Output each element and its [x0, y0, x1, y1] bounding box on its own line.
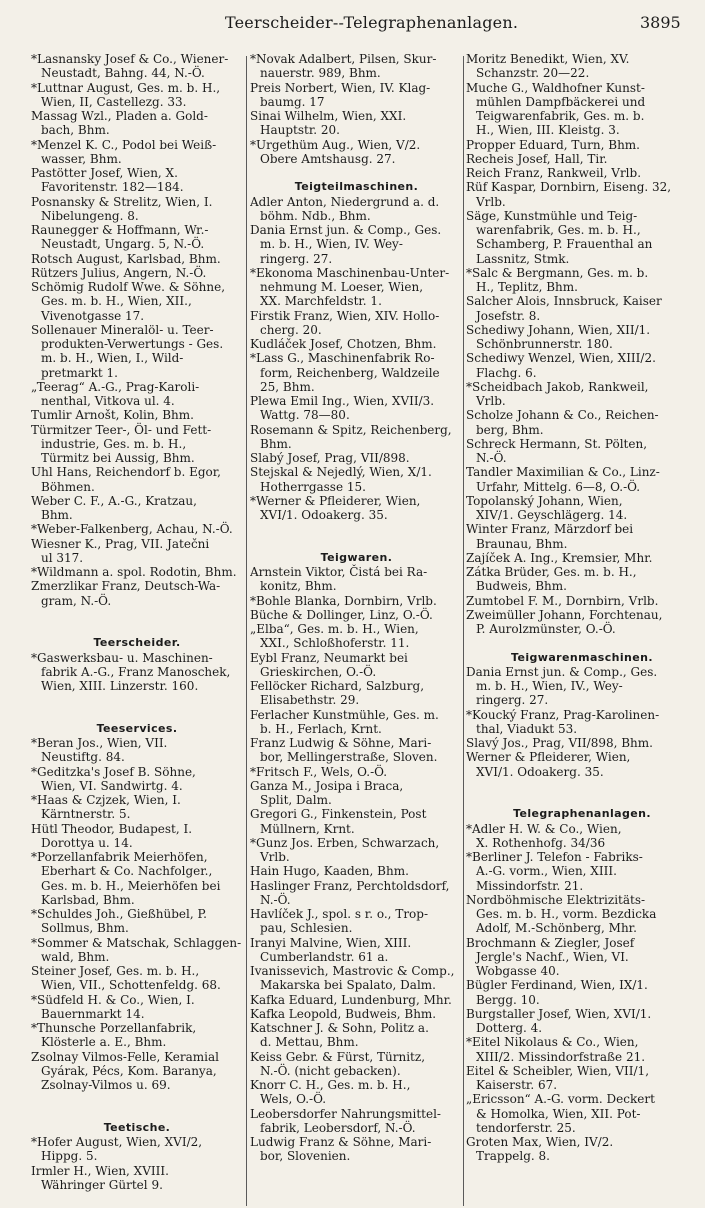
- entry-continuation-line: Josefstr. 8.: [476, 308, 541, 323]
- entry-line: Arnstein Viktor, Čistá bei Ra-: [250, 565, 428, 579]
- section-heading: Teerscheider.: [93, 636, 181, 650]
- entry-line: *Hofer August, Wien, XVI/2,: [31, 1135, 203, 1149]
- entry-continuation-line: d. Mettau, Bhm.: [260, 1035, 359, 1050]
- entry-line: *Menzel K. C., Podol bei Weiß-: [31, 137, 217, 152]
- entry-line: *Wildmann a. spol. Rodotin, Bhm.: [31, 565, 237, 579]
- entry-continuation-line: Makarska bei Spalato, Dalm.: [260, 978, 436, 993]
- entry-continuation-line: Wien, XIII. Linzerstr. 160.: [41, 679, 199, 693]
- entry-continuation-line: Braunau, Bhm.: [476, 536, 568, 551]
- entry-line: Türmitzer Teer-, Öl- und Fett-: [31, 422, 212, 437]
- section-heading: Teigteilmaschinen.: [294, 180, 419, 194]
- entry-continuation-line: Karlsbad, Bhm.: [41, 892, 135, 907]
- entry-continuation-line: Wattg. 78—80.: [260, 408, 350, 423]
- entry-line: *Adler H. W. & Co., Wien,: [466, 821, 622, 836]
- entry-continuation-line: N.-Ö. (nicht gebacken).: [260, 1063, 401, 1078]
- entry-line: Franz Ludwig & Söhne, Mari-: [250, 736, 432, 750]
- entry-continuation-line: H., Teplitz, Bhm.: [476, 280, 578, 294]
- entry-continuation-line: Sollmus, Bhm.: [41, 921, 129, 936]
- entry-line: *Lass G., Maschinenfabrik Ro-: [250, 351, 435, 366]
- entry-continuation-line: thal, Viadukt 53.: [476, 721, 578, 736]
- spacer: [466, 779, 698, 793]
- entry-continuation-line: Vrlb.: [476, 194, 506, 209]
- section-heading: Teetische.: [103, 1120, 171, 1134]
- entry-line: „Teerag“ A.-G., Prag-Karoli-: [31, 379, 200, 394]
- entry-line: Rüf Kaspar, Dornbirn, Eiseng. 32,: [466, 180, 672, 195]
- entry-continuation-line: Wien, II, Castellezg. 33.: [41, 94, 187, 109]
- entry-line: Moritz Benedikt, Wien, XV.: [466, 52, 630, 66]
- entry-line: Pastötter Josef, Wien, X.: [31, 166, 178, 180]
- entry-line: Reich Franz, Rankweil, Vrlb.: [466, 166, 642, 180]
- entry-line: *Thunsche Porzellanfabrik,: [31, 1021, 197, 1035]
- entry-line: *Porzellanfabrik Meierhöfen,: [31, 850, 208, 864]
- entry-line: Plewa Emil Ing., Wien, XVII/3.: [250, 394, 435, 408]
- entry-line: *Gaswerksbau- u. Maschinen-: [31, 650, 213, 665]
- entry-continuation-line: XVI/1. Odoakerg. 35.: [476, 764, 604, 779]
- entry-continuation-line: Cumberlandstr. 61 a.: [260, 949, 389, 964]
- entry-line: Eitel & Scheibler, Wien, VII/1,: [466, 1063, 650, 1078]
- entry-continuation-line: Schanzstr. 20—22.: [476, 66, 590, 81]
- entry-line: Schreck Hermann, St. Pölten,: [466, 436, 648, 451]
- entry-continuation-line: Hotherrgasse 15.: [260, 479, 366, 494]
- entry-line: Keiss Gebr. & Fürst, Türnitz,: [250, 1049, 426, 1064]
- entry-continuation-line: XVI/1. Odoakerg. 35.: [260, 508, 388, 522]
- entry-line: *Geditzka's Josef B. Söhne,: [31, 764, 196, 779]
- entry-continuation-line: Wien, VII., Schottenfeldg. 68.: [41, 978, 221, 993]
- entry-line: *Eitel Nikolaus & Co., Wien,: [466, 1035, 639, 1050]
- entry-line: Groten Max, Wien, IV/2.: [466, 1135, 614, 1149]
- entry-continuation-line: Vrlb.: [476, 394, 506, 408]
- entry-continuation-line: Bauernmarkt 14.: [41, 1006, 145, 1021]
- entry-line: *Beran Jos., Wien, VII.: [31, 736, 168, 750]
- entry-continuation-line: N.-Ö.: [476, 451, 507, 465]
- entry-line: *Luttnar August, Ges. m. b. H.,: [31, 80, 221, 95]
- entry-line: Kafka Eduard, Lundenburg, Mhr.: [250, 992, 452, 1007]
- entry-line: Slavý Jos., Prag, VII/898, Bhm.: [466, 736, 653, 750]
- entry-line: Zajíček A. Ing., Kremsier, Mhr.: [466, 550, 653, 565]
- entry-line: Rützers Julius, Angern, N.-Ö.: [31, 265, 207, 280]
- entry-continuation-line: Adolf, M.-Schönberg, Mhr.: [476, 921, 637, 936]
- entry-line: *Gunz Jos. Erben, Schwarzach,: [250, 835, 440, 850]
- entry-continuation-line: Teigwarenfabrik, Ges. m. b.: [476, 109, 645, 123]
- entry-line: Knorr C. H., Ges. m. b. H.,: [250, 1078, 411, 1092]
- entry-continuation-line: pretmarkt 1.: [41, 365, 118, 380]
- entry-continuation-line: Obere Amtshausg. 27.: [260, 151, 396, 166]
- entry-continuation-line: Bhm.: [41, 508, 73, 522]
- entry-continuation-line: Kaiserstr. 67.: [476, 1078, 558, 1092]
- entry-line: Muche G., Waldhofner Kunst-: [466, 80, 645, 95]
- entry-continuation-line: m. b. H., Wien, IV., Wey-: [476, 679, 623, 693]
- entry-line: *Südfeld H. & Co., Wien, I.: [31, 992, 195, 1007]
- section-heading: Telegraphenanlagen.: [513, 807, 651, 821]
- entry-line: Zsolnay Vilmos-Felle, Keramial: [31, 1049, 220, 1064]
- entry-line: Büche & Dollinger, Linz, O.-Ö.: [250, 607, 433, 622]
- entry-line: Firstik Franz, Wien, XIV. Hollo-: [250, 308, 440, 323]
- entry-line: Sinai Wilhelm, Wien, XXI.: [250, 109, 407, 123]
- entry-line: Zmerzlikar Franz, Deutsch-Wa-: [31, 579, 221, 594]
- spacer: [250, 537, 463, 551]
- entry-line: Topolanský Johann, Wien,: [466, 493, 623, 508]
- entry-line: Posnansky & Strelitz, Wien, I.: [31, 194, 213, 209]
- entry-continuation-line: industrie, Ges. m. b. H.,: [41, 436, 187, 451]
- entry-continuation-line: H., Wien, III. Kleistg. 3.: [476, 123, 620, 138]
- spacer: [466, 636, 698, 650]
- section-heading: Teigwaren.: [320, 550, 393, 564]
- entry-continuation-line: form, Reichenberg, Waldzeile: [260, 365, 440, 380]
- entry-continuation-line: Wobgasse 40.: [476, 964, 560, 978]
- entry-line: „Elba“, Ges. m. b. H., Wien,: [250, 622, 419, 636]
- entry-line: *Fritsch F., Wels, O.-Ö.: [250, 764, 388, 779]
- entry-continuation-line: Ges. m. b. H., Meierhöfen bei: [41, 878, 221, 893]
- spacer: [250, 522, 463, 536]
- entry-continuation-line: mühlen Dampfbäckerei und: [476, 94, 646, 109]
- entry-line: Hütl Theodor, Budapest, I.: [31, 821, 193, 836]
- spacer: [466, 793, 698, 807]
- entry-continuation-line: cherg. 20.: [260, 322, 322, 337]
- entry-line: Winter Franz, Märzdorf bei: [466, 522, 634, 537]
- entry-line: *Urgethüm Aug., Wien, V/2.: [250, 137, 421, 152]
- entry-continuation-line: Jergle's Nachf., Wien, VI.: [476, 949, 629, 964]
- entry-continuation-line: nehmung M. Loeser, Wien,: [260, 280, 424, 294]
- entry-line: Kafka Leopold, Budweis, Bhm.: [250, 1006, 437, 1021]
- entry-line: Scholze Johann & Co., Reichen-: [466, 408, 659, 423]
- entry-line: Burgstaller Josef, Wien, XVI/1.: [466, 1006, 652, 1021]
- entry-line: Ludwig Franz & Söhne, Mari-: [250, 1135, 432, 1149]
- entry-continuation-line: ul 317.: [41, 550, 84, 565]
- entry-continuation-line: XX. Marchfeldstr. 1.: [260, 294, 382, 309]
- entry-line: Havlíček J., spol. s r. o., Trop-: [250, 907, 429, 921]
- entry-continuation-line: Lassnitz, Stmk.: [476, 251, 570, 266]
- entry-line: *Novak Adalbert, Pilsen, Skur-: [250, 52, 437, 66]
- entry-continuation-line: Dorottya u. 14.: [41, 835, 133, 850]
- entry-line: Recheis Josef, Hall, Tir.: [466, 151, 608, 166]
- entry-continuation-line: Trappelg. 8.: [476, 1149, 550, 1164]
- entry-line: Eybl Franz, Neumarkt bei: [250, 650, 408, 665]
- entry-line: Wiesner K., Prag, VII. Jatečni: [31, 536, 210, 551]
- entry-continuation-line: Wels, O.-Ö.: [260, 1092, 327, 1107]
- entry-line: Tumlir Arnošt, Kolin, Bhm.: [31, 408, 194, 423]
- entry-continuation-line: Favoritenstr. 182—184.: [41, 180, 184, 195]
- entry-line: Steiner Josef, Ges. m. b. H.,: [31, 964, 200, 978]
- entry-continuation-line: Böhmen.: [41, 479, 95, 494]
- entry-line: Stejskal & Nejedlý, Wien, X/1.: [250, 465, 432, 480]
- entry-continuation-line: Nibelungeng. 8.: [41, 208, 139, 223]
- entry-continuation-line: gram, N.-Ö.: [41, 593, 112, 608]
- entry-continuation-line: & Homolka, Wien, XII. Pot-: [476, 1106, 641, 1121]
- entry-line: Dania Ernst jun. & Comp., Ges.: [250, 223, 442, 237]
- entry-continuation-line: Missindorfstr. 21.: [476, 878, 584, 893]
- entry-line: Uhl Hans, Reichendorf b. Egor,: [31, 465, 221, 480]
- entry-continuation-line: Müllnern, Krnt.: [260, 821, 355, 836]
- entry-continuation-line: bach, Bhm.: [41, 123, 110, 138]
- entry-continuation-line: X. Rothenhofg. 34/36: [476, 835, 606, 850]
- spacer: [31, 708, 243, 722]
- entry-continuation-line: Dotterg. 4.: [476, 1021, 543, 1035]
- entry-continuation-line: bor, Mellingerstraße, Sloven.: [260, 750, 438, 765]
- entry-continuation-line: ringerg. 27.: [476, 693, 549, 708]
- entry-line: Raunegger & Hoffmann, Wr.-: [31, 223, 209, 237]
- entry-line: Zweimüller Johann, Forchtenau,: [466, 607, 663, 622]
- entry-continuation-line: Türmitz bei Aussig, Bhm.: [41, 451, 195, 465]
- entry-continuation-line: Budweis, Bhm.: [476, 579, 567, 594]
- entry-line: Ferlacher Kunstmühle, Ges. m.: [250, 707, 439, 722]
- entry-continuation-line: P. Aurolzmünster, O.-Ö.: [476, 622, 616, 636]
- entry-continuation-line: berg, Bhm.: [476, 422, 544, 437]
- entry-line: Irmler H., Wien, XVIII.: [31, 1163, 169, 1178]
- entry-line: *Koucký Franz, Prag-Karolinen-: [466, 707, 660, 722]
- entry-continuation-line: b. H., Ferlach, Krnt.: [260, 721, 382, 736]
- entry-continuation-line: Flachg. 6.: [476, 365, 537, 380]
- entry-continuation-line: böhm. Ndb., Bhm.: [260, 208, 371, 223]
- entry-line: Zumtobel F. M., Dornbirn, Vrlb.: [466, 593, 659, 608]
- entry-line: Adler Anton, Niedergrund a. d.: [250, 194, 440, 209]
- entry-continuation-line: Klösterle a. E., Bhm.: [41, 1035, 167, 1050]
- entry-line: *Sommer & Matschak, Schlaggen-: [31, 935, 242, 950]
- entry-continuation-line: Grieskirchen, O.-Ö.: [260, 664, 377, 679]
- column-right: [466, 52, 698, 1202]
- entry-line: Schömig Rudolf Wwe. & Söhne,: [31, 280, 226, 294]
- section-heading: Teigwarenmaschinen.: [511, 650, 653, 664]
- entry-line: Brochmann & Ziegler, Josef: [466, 935, 635, 950]
- entry-line: *Ekonoma Maschinenbau-Unter-: [250, 265, 450, 280]
- entry-line: Gregori G., Finkenstein, Post: [250, 807, 427, 822]
- entry-line: Rotsch August, Karlsbad, Bhm.: [31, 251, 221, 266]
- entry-continuation-line: Bergg. 10.: [476, 992, 540, 1007]
- entry-continuation-line: Elisabethstr. 29.: [260, 693, 360, 708]
- entry-line: Preis Norbert, Wien, IV. Klag-: [250, 80, 431, 95]
- entry-line: Tandler Maximilian & Co., Linz-: [466, 465, 660, 480]
- entry-continuation-line: nauerstr. 989, Bhm.: [260, 66, 381, 81]
- entry-continuation-line: baumg. 17: [260, 94, 325, 109]
- page-number: 3895: [640, 13, 681, 32]
- running-title: Teerscheider--Telegraphenanlagen.: [225, 13, 519, 32]
- column-left: [31, 52, 243, 1202]
- entry-line: „Ericsson“ A.-G. vorm. Deckert: [466, 1092, 655, 1107]
- entry-continuation-line: Hauptstr. 20.: [260, 123, 340, 138]
- entry-line: Nordböhmische Elektrizitäts-: [466, 892, 646, 907]
- section-heading: Teeservices.: [96, 721, 178, 735]
- entry-line: Säge, Kunstmühle und Teig-: [466, 208, 638, 223]
- entry-line: Kudláček Josef, Chotzen, Bhm.: [250, 337, 437, 351]
- entry-continuation-line: Eberhart & Co. Nachfolger.,: [41, 864, 213, 879]
- entry-line: Salcher Alois, Innsbruck, Kaiser: [466, 294, 662, 309]
- entry-line: Iranyi Malvine, Wien, XIII.: [250, 935, 412, 950]
- spacer: [31, 608, 243, 622]
- entry-continuation-line: fabrik A.-G., Franz Manoschek,: [41, 664, 231, 679]
- entry-continuation-line: Split, Dalm.: [260, 793, 332, 807]
- entry-continuation-line: wald, Bhm.: [41, 949, 110, 964]
- spacer: [31, 693, 243, 707]
- entry-line: Katschner J. & Sohn, Politz a.: [250, 1021, 429, 1035]
- entry-continuation-line: Schamberg, P. Frauenthal an: [476, 237, 653, 252]
- column-divider: [463, 56, 464, 1206]
- entry-continuation-line: Wien, VI. Sandwirtg. 4.: [41, 778, 183, 793]
- entry-continuation-line: Bhm.: [260, 436, 292, 451]
- entry-continuation-line: Gyárak, Pécs, Kom. Baranya,: [41, 1063, 217, 1078]
- entry-continuation-line: m. b. H., Wien, I., Wild-: [41, 351, 184, 366]
- entry-line: Werner & Pfleiderer, Wien,: [466, 750, 631, 765]
- entry-continuation-line: A.-G. vorm., Wien, XIII.: [476, 864, 617, 879]
- entry-continuation-line: Neustiftg. 84.: [41, 750, 125, 765]
- entry-line: Slabý Josef, Prag, VII/898.: [250, 451, 410, 465]
- spacer: [31, 622, 243, 636]
- entry-continuation-line: produkten-Verwertungs - Ges.: [41, 337, 224, 351]
- entry-continuation-line: Vivenotgasse 17.: [41, 308, 145, 323]
- entry-line: Leobersdorfer Nahrungsmittel-: [250, 1106, 441, 1121]
- spacer: [250, 166, 463, 180]
- entry-line: Propper Eduard, Turn, Bhm.: [466, 137, 640, 152]
- entry-continuation-line: Währinger Gürtel 9.: [41, 1177, 163, 1192]
- entry-line: Weber C. F., A.-G., Kratzau,: [31, 493, 197, 508]
- entry-line: Fellöcker Richard, Salzburg,: [250, 679, 425, 693]
- entry-line: *Weber-Falkenberg, Achau, N.-Ö.: [31, 522, 233, 537]
- entry-continuation-line: Ges. m. b. H., vorm. Bezdicka: [476, 907, 657, 921]
- entry-continuation-line: wasser, Bhm.: [41, 151, 122, 166]
- entry-line: Rosemann & Spitz, Reichenberg,: [250, 422, 452, 437]
- entry-line: Schediwy Johann, Wien, XII/1.: [466, 322, 651, 337]
- entry-line: *Haas & Czjzek, Wien, I.: [31, 793, 181, 807]
- entry-line: *Bohle Blanka, Dornbirn, Vrlb.: [250, 593, 437, 608]
- entry-continuation-line: Neustadt, Bahng. 44, N.-Ö.: [41, 66, 205, 81]
- column-divider: [246, 56, 247, 1206]
- entry-continuation-line: warenfabrik, Ges. m. b. H.,: [476, 223, 641, 237]
- entry-continuation-line: XIII/2. Missindorfstraße 21.: [476, 1049, 646, 1064]
- entry-continuation-line: tendorferstr. 25.: [476, 1120, 576, 1135]
- entry-continuation-line: ringerg. 27.: [260, 251, 333, 266]
- entry-continuation-line: Hippg. 5.: [41, 1149, 98, 1164]
- entry-continuation-line: bor, Slovenien.: [260, 1149, 351, 1164]
- entry-continuation-line: N.-Ö.: [260, 892, 291, 907]
- entry-continuation-line: konitz, Bhm.: [260, 579, 337, 594]
- entry-continuation-line: pau, Schlesien.: [260, 921, 353, 936]
- entry-continuation-line: XIV/1. Geyschlägerg. 14.: [476, 508, 628, 522]
- column-middle: [250, 52, 463, 1202]
- entry-line: Schediwy Wenzel, Wien, XIII/2.: [466, 351, 656, 366]
- entry-line: *Werner & Pfleiderer, Wien,: [250, 493, 421, 508]
- entry-line: *Schuldes Joh., Gießhübel, P.: [31, 907, 207, 921]
- entry-line: Hain Hugo, Kaaden, Bhm.: [250, 864, 409, 879]
- spacer: [31, 1107, 243, 1121]
- entry-continuation-line: Urfahr, Mittelg. 6—8, O.-Ö.: [476, 479, 641, 494]
- entry-line: *Lasnansky Josef & Co., Wiener-: [31, 52, 229, 66]
- entry-line: Dania Ernst jun. & Comp., Ges.: [466, 664, 658, 679]
- entry-line: Haslinger Franz, Perchtoldsdorf,: [250, 878, 450, 893]
- entry-line: Ivanissevich, Mastrovic & Comp.,: [250, 964, 455, 978]
- page-header: [0, 0, 705, 40]
- entry-line: Massag Wzl., Pladen a. Gold-: [31, 109, 208, 123]
- entry-line: *Scheidbach Jakob, Rankweil,: [466, 379, 649, 394]
- entry-continuation-line: nenthal, Vitkova ul. 4.: [41, 394, 175, 408]
- entry-continuation-line: Neustadt, Ungarg. 5, N.-Ö.: [41, 237, 205, 252]
- entry-continuation-line: m. b. H., Wien, IV. Wey-: [260, 237, 403, 252]
- spacer: [31, 1092, 243, 1106]
- entry-line: *Salc & Bergmann, Ges. m. b.: [466, 265, 649, 280]
- entry-line: Zátka Brüder, Ges. m. b. H.,: [466, 565, 637, 579]
- entry-line: Ganza M., Josipa i Braca,: [250, 778, 404, 793]
- entry-continuation-line: fabrik, Leobersdorf, N.-Ö.: [260, 1120, 416, 1135]
- entry-continuation-line: Ges. m. b. H., Wien, XII.,: [41, 294, 192, 309]
- entry-continuation-line: Zsolnay-Vilmos u. 69.: [41, 1078, 171, 1092]
- entry-continuation-line: 25, Bhm.: [260, 379, 315, 394]
- entry-continuation-line: Vrlb.: [260, 850, 290, 864]
- entry-continuation-line: Kärntnerstr. 5.: [41, 807, 131, 822]
- entry-continuation-line: Schönbrunnerstr. 180.: [476, 337, 613, 351]
- entry-continuation-line: XXI., Schloßhoferstr. 11.: [260, 636, 410, 651]
- entry-line: *Berliner J. Telefon - Fabriks-: [466, 850, 643, 864]
- entry-line: Bügler Ferdinand, Wien, IX/1.: [466, 978, 648, 993]
- entry-line: Sollenauer Mineralöl- u. Teer-: [31, 322, 214, 337]
